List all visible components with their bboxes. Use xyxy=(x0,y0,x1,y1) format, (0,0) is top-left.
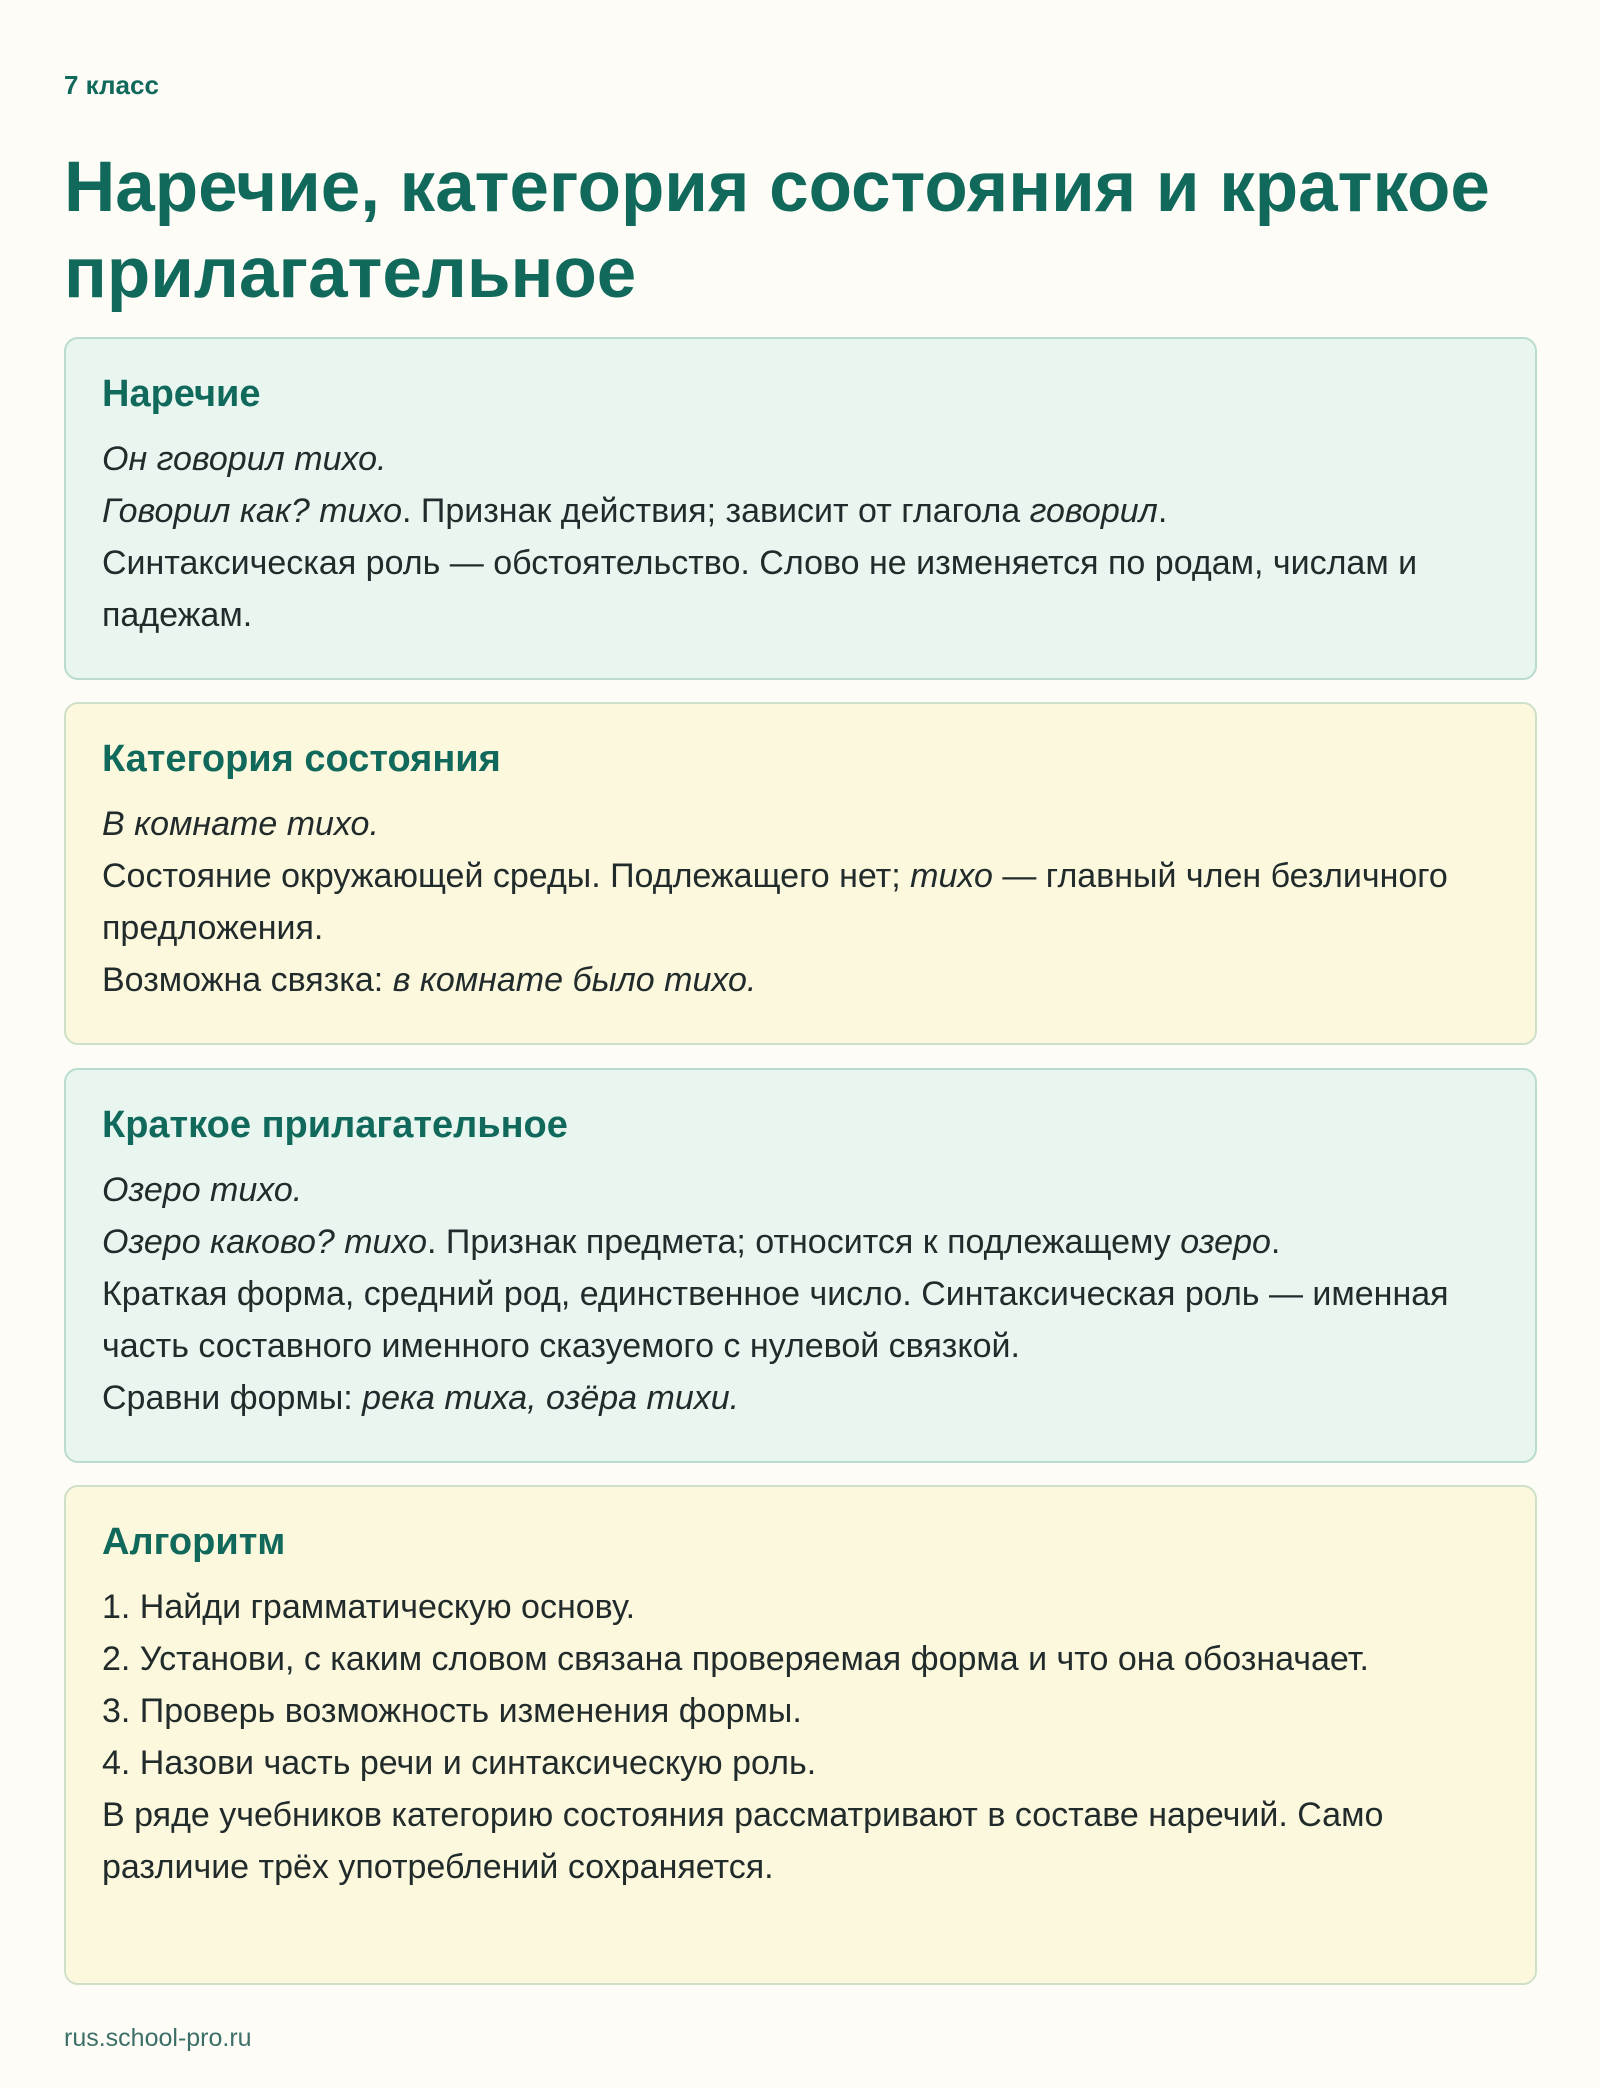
algorithm-step-3: 3. Проверь возможность изменения формы. xyxy=(102,1692,802,1730)
description-line: Состояние окружающей среды. Подлежащего нет; тихо — главный член безличного предложения. xyxy=(102,857,1448,947)
question-line: Озеро каково? тихо. Признак предмета; относится к подлежащему озеро. xyxy=(102,1223,1281,1261)
card-short-adjective xyxy=(64,1068,1537,1463)
card-heading: Категория состояния xyxy=(102,738,501,780)
grade-label: 7 класс xyxy=(64,70,159,100)
algorithm-step-4: 4. Назови часть речи и синтаксическую роль. xyxy=(102,1744,817,1782)
card-state-category xyxy=(64,702,1537,1045)
card-heading: Краткое прилагательное xyxy=(102,1104,568,1146)
compare-line: Сравни формы: река тиха, озёра тихи. xyxy=(102,1379,740,1417)
role-note: Краткая форма, средний род, единственное число. Синтаксическая роль — именная часть составного именного сказуемого с нулевой связкой. xyxy=(102,1275,1449,1365)
role-note: Синтаксическая роль — обстоятельство. Слово не изменяется по родам, числам и падежам. xyxy=(102,544,1418,634)
card-heading: Алгоритм xyxy=(102,1521,286,1563)
question-line: Говорил как? тихо. Признак действия; зависит от глагола говорил. xyxy=(102,492,1168,530)
card-heading: Наречие xyxy=(102,373,261,415)
example-sentence: В комнате тихо. xyxy=(102,805,379,843)
footer-site-link[interactable]: rus.school-pro.ru xyxy=(64,2024,252,2052)
example-sentence: Он говорил тихо. xyxy=(102,440,387,478)
card-adverb xyxy=(64,337,1537,680)
algorithm-note: В ряде учебников категорию состояния рассматривают в составе наречий. Само различие трёх употреблений сохраняется. xyxy=(102,1796,1384,1886)
algorithm-step-2: 2. Установи, с каким словом связана проверяемая форма и что она обозначает. xyxy=(102,1640,1369,1678)
copula-line: Возможна связка: в комнате было тихо. xyxy=(102,961,757,999)
card-algorithm xyxy=(64,1485,1537,1985)
example-sentence: Озеро тихо. xyxy=(102,1171,303,1209)
page-title: Наречие, категория состояния и краткое прилагательное xyxy=(64,148,1490,313)
algorithm-step-1: 1. Найди грамматическую основу. xyxy=(102,1588,636,1626)
